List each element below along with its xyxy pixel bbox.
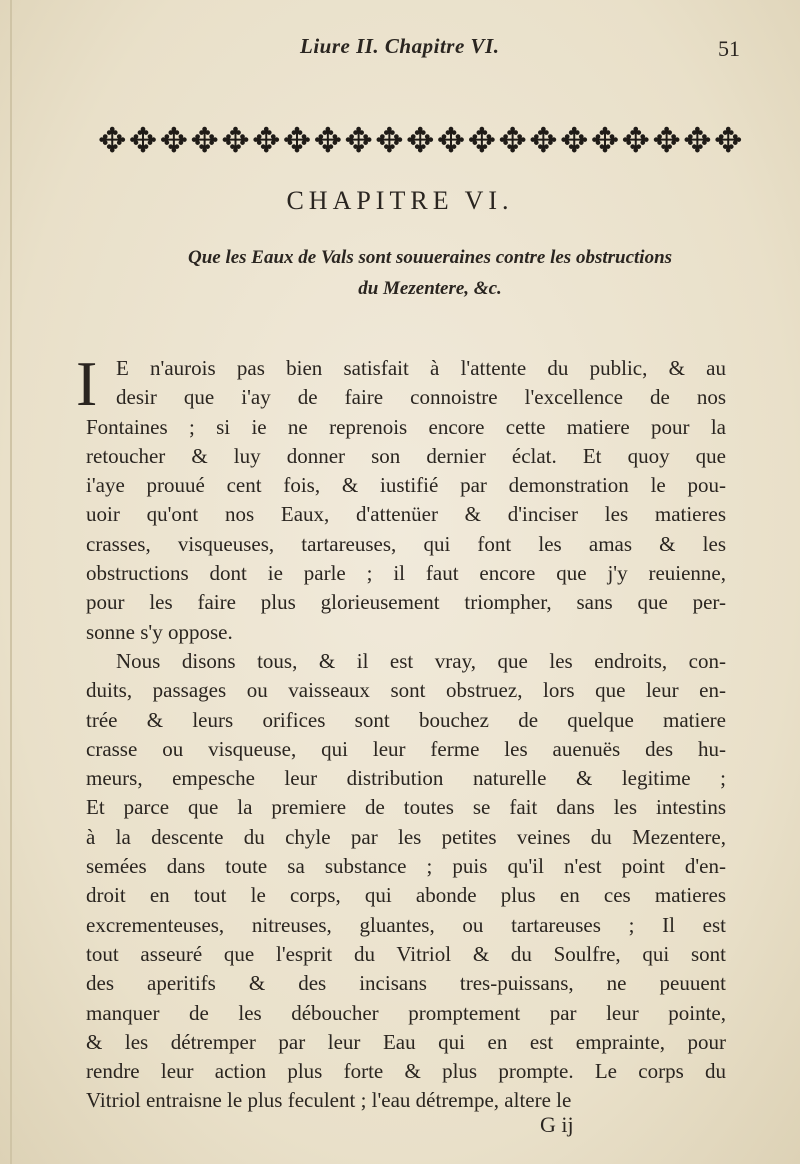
text-line: pour les faire plus glorieusement triompher, sans que per-: [86, 590, 726, 615]
subtitle-line-1: Que les Eaux de Vals sont souueraines contre les obstructions: [187, 247, 673, 268]
fleuron-icon: ✥: [590, 121, 620, 161]
text-line: Nous disons tous, & il est vray, que les endroits, con-: [116, 648, 726, 673]
fleuron-icon: ✥: [498, 121, 527, 161]
text-line: tout asseuré que l'esprit du Vitriol & du Soulfre, qui sont: [86, 941, 726, 966]
page-gutter: [10, 0, 12, 1164]
text-line: des aperitifs & des incisans tres-puissans, ne peuuent: [86, 971, 726, 996]
text-line: & les détremper par leur Eau qui en est emprainte, pour: [86, 1029, 726, 1054]
chapter-subtitle: [110, 242, 750, 304]
fleuron-icon: ✥: [529, 121, 558, 161]
fleuron-icon: ✥: [251, 121, 281, 161]
signature-mark: G ij: [540, 1112, 574, 1137]
text-line: E n'aurois pas bien satisfait à l'attente du public, & au: [116, 356, 726, 380]
text-line: meurs, empesche leur distribution naturelle & legitime ;: [86, 766, 726, 791]
drop-cap: I: [76, 348, 98, 419]
fleuron-icon: ✥: [621, 121, 651, 161]
text-line: trée & leurs orifices sont bouchez de quelque matiere: [86, 707, 726, 732]
text-line: manquer de les déboucher promptement par leur pointe,: [86, 1000, 726, 1025]
fleuron-icon: ✥: [282, 121, 312, 161]
text-line: Et parce que la premiere de toutes se fait dans les intestins: [86, 795, 726, 820]
text-line: excrementeuses, nitreuses, gluantes, ou tartareuses ; Il est: [86, 912, 726, 937]
fleuron-icon: ✥: [405, 121, 435, 161]
fleuron-icon: ✥: [683, 121, 712, 161]
text-line: i'aye prouué cent fois, & iustifié par demonstration le pou-: [86, 473, 726, 498]
text-line: crasses, visqueuses, tartareuses, qui font les amas & les: [86, 531, 726, 556]
chapter-title: CHAPITRE VI.: [286, 186, 514, 215]
page-header: [0, 30, 800, 70]
text-line: duits, passages ou vaisseaux sont obstruez, lors que leur en-: [86, 678, 726, 703]
text-line: desir que i'ay de faire connoistre l'excellence de nos: [116, 385, 726, 410]
fleuron-icon: ✥: [98, 121, 127, 161]
fleuron-icon: ✥: [375, 121, 404, 161]
page-number: 51: [718, 36, 740, 61]
text-line: rendre leur action plus forte & plus prompte. Le corps du: [86, 1059, 726, 1084]
decorative-ornament-band: [98, 118, 743, 164]
fleuron-icon: ✥: [559, 121, 589, 161]
text-line: à la descente du chyle par les petites veines du Mezentere,: [86, 824, 726, 849]
fleuron-icon: ✥: [436, 121, 466, 161]
text-line: retoucher & luy donner son dernier éclat. Et quoy que: [86, 443, 726, 468]
text-line: droit en tout le corps, qui abonde plus en ces matieres: [86, 883, 726, 908]
text-line: semées dans toute sa substance ; puis qu'il n'est point d'en-: [86, 854, 726, 879]
fleuron-icon: ✥: [221, 121, 250, 161]
text-line: crasse ou visqueuse, qui leur ferme les auenuës des hu-: [86, 736, 726, 761]
text-line: obstructions dont ie parle ; il faut encore que j'y reuienne,: [86, 561, 726, 586]
running-head: Liure II. Chapitre VI.: [300, 34, 500, 58]
fleuron-icon: ✥: [652, 121, 681, 161]
fleuron-icon: ✥: [128, 121, 158, 161]
fleuron-icon: ✥: [190, 121, 219, 161]
fleuron-icon: ✥: [713, 121, 743, 161]
text-line: Vitriol entraisne le plus feculent ; l'eau détrempe, altere le: [86, 1088, 572, 1113]
text-line: uoir qu'ont nos Eaux, d'attenüer & d'inciser les matieres: [86, 502, 726, 527]
fleuron-icon: ✥: [344, 121, 373, 161]
fleuron-icon: ✥: [159, 121, 189, 161]
body-text: [76, 348, 726, 1116]
fleuron-icon: ✥: [467, 121, 497, 161]
text-line: Fontaines ; si ie ne reprenois encore cette matiere pour la: [86, 414, 726, 439]
fleuron-icon: ✥: [313, 121, 343, 161]
text-line: sonne s'y oppose.: [86, 619, 233, 644]
subtitle-line-2: du Mezentere, &c.: [358, 278, 502, 299]
